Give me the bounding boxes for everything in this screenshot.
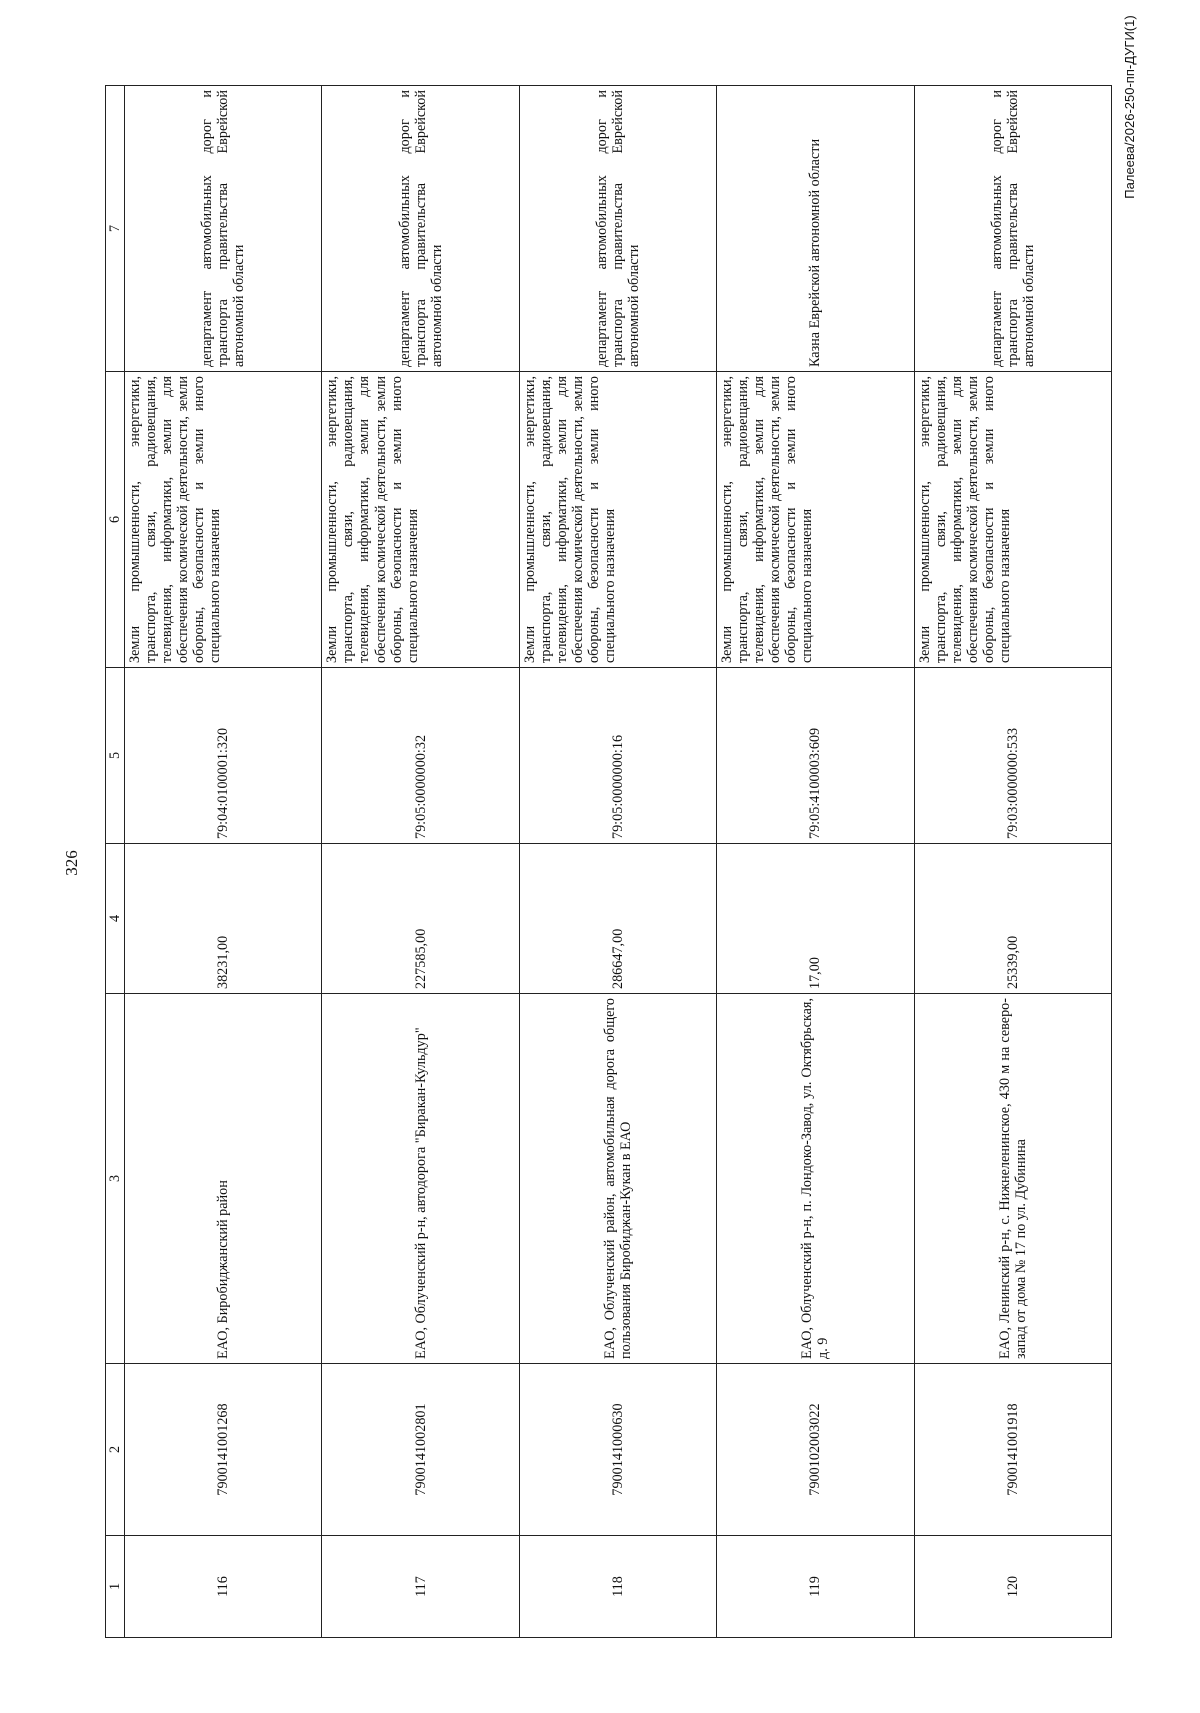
rights-holder: департамент автомобильных дорог и транспорта правительства Еврейской автономной области <box>914 86 1111 372</box>
area: 38231,00 <box>125 844 322 994</box>
address: ЕАО, Облученский р-н, автодорога "Биракан-Кульдур" <box>322 994 519 1364</box>
address: ЕАО, Биробиджанский район <box>125 994 322 1364</box>
table-row <box>125 86 322 1638</box>
registry-code: 7900102003022 <box>717 1364 914 1536</box>
table-row <box>322 86 519 1638</box>
land-category: Земли промышленности, энергетики, транспорта, связи, радиовещания, телевидения, информатики, земли для обеспечения космической деятельности, земли обороны, безопасности и земли иного специального назначения <box>322 372 519 668</box>
registry-code: 7900141000630 <box>519 1364 716 1536</box>
address: ЕАО, Облученский район, автомобильная дорога общего пользования Биробиджан-Кукан в ЕАО <box>519 994 716 1364</box>
land-register-table <box>105 85 1112 1638</box>
registry-code: 7900141001268 <box>125 1364 322 1536</box>
cadastral-number: 79:05:0000000:16 <box>519 668 716 844</box>
land-category: Земли промышленности, энергетики, транспорта, связи, радиовещания, телевидения, информатики, земли для обеспечения космической деятельности, земли обороны, безопасности и земли иного специального назначения <box>717 372 914 668</box>
land-category: Земли промышленности, энергетики, транспорта, связи, радиовещания, телевидения, информатики, земли для обеспечения космической деятельности, земли обороны, безопасности и земли иного специального назначения <box>125 372 322 668</box>
registry-code: 7900141002801 <box>322 1364 519 1536</box>
table-row <box>914 86 1111 1638</box>
rights-holder: департамент автомобильных дорог и транспорта правительства Еврейской автономной области <box>519 86 716 372</box>
area: 286647,00 <box>519 844 716 994</box>
address: ЕАО, Ленинский р-н, с. Нижнеленинское, 430 м на северо-запад от дома № 17 по ул. Дубинина <box>914 994 1111 1364</box>
column-header: 5 <box>106 668 125 844</box>
rotated-table-frame <box>105 86 1112 1638</box>
cadastral-number: 79:03:0000000:533 <box>914 668 1111 844</box>
row-number: 120 <box>914 1536 1111 1638</box>
rights-holder: Казна Еврейской автономной области <box>717 86 914 372</box>
column-header: 4 <box>106 844 125 994</box>
cadastral-number: 79:05:0000000:32 <box>322 668 519 844</box>
land-category: Земли промышленности, энергетики, транспорта, связи, радиовещания, телевидения, информатики, земли для обеспечения космической деятельности, земли обороны, безопасности и земли иного специального назначения <box>914 372 1111 668</box>
row-number: 117 <box>322 1536 519 1638</box>
row-number: 118 <box>519 1536 716 1638</box>
column-header: 2 <box>106 1364 125 1536</box>
registry-code: 7900141001918 <box>914 1364 1111 1536</box>
row-number: 119 <box>717 1536 914 1638</box>
table-row <box>717 86 914 1638</box>
column-header: 1 <box>106 1536 125 1638</box>
column-header: 7 <box>106 86 125 372</box>
row-number: 116 <box>125 1536 322 1638</box>
cadastral-number: 79:05:4100003:609 <box>717 668 914 844</box>
column-header: 3 <box>106 994 125 1364</box>
document-footer-code: Палеева/2026-250-пп-ДУГИ(1) <box>1122 15 1137 199</box>
address: ЕАО, Облученский р-н, п. Лондоко-Завод, ул. Октябрьская, д. 9 <box>717 994 914 1364</box>
land-category: Земли промышленности, энергетики, транспорта, связи, радиовещания, телевидения, информатики, земли для обеспечения космической деятельности, земли обороны, безопасности и земли иного специального назначения <box>519 372 716 668</box>
cadastral-number: 79:04:0100001:320 <box>125 668 322 844</box>
area: 25339,00 <box>914 844 1111 994</box>
page-number: 326 <box>62 850 81 876</box>
rights-holder: департамент автомобильных дорог и транспорта правительства Еврейской автономной области <box>322 86 519 372</box>
header-row <box>106 86 125 1638</box>
area: 17,00 <box>717 844 914 994</box>
table-container <box>105 86 1112 1638</box>
rights-holder: департамент автомобильных дорог и транспорта правительства Еврейской автономной области <box>125 86 322 372</box>
area: 227585,00 <box>322 844 519 994</box>
table-row <box>519 86 716 1638</box>
column-header: 6 <box>106 372 125 668</box>
